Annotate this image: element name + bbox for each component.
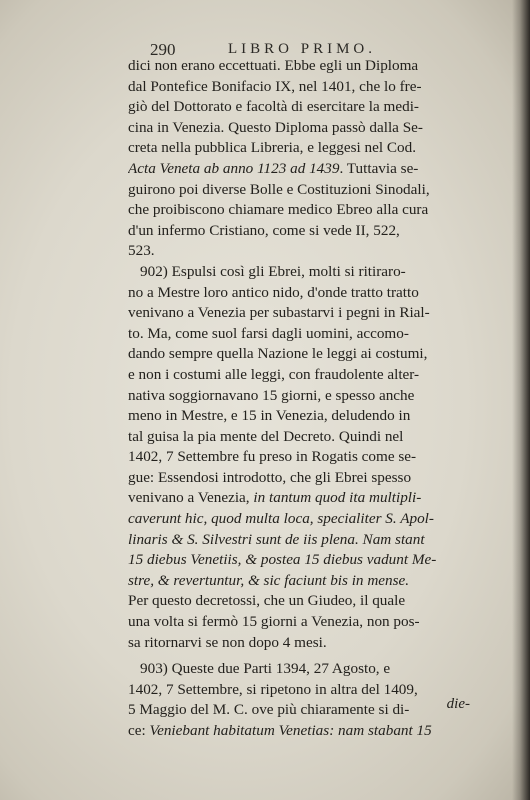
text-segment: venivano a Venezia, xyxy=(128,489,254,507)
text-line xyxy=(128,77,488,98)
text-line xyxy=(128,241,488,262)
text-line xyxy=(128,138,488,159)
text-segment: una volta si fermò 15 giorni a Venezia, non pos- xyxy=(128,613,420,631)
text-segment: to. Ma, come suol farsi dagli uomini, accomo- xyxy=(128,324,409,342)
text-line xyxy=(128,324,488,345)
text-line xyxy=(128,262,488,283)
text-segment: guirono poi diverse Bolle e Costituzioni Sinodali, xyxy=(128,180,430,198)
text-segment: . Tuttavia se- xyxy=(339,159,419,177)
text-segment: 523. xyxy=(128,242,155,260)
text-segment: 902) Espulsi così gli Ebrei, molti si ritiraro- xyxy=(140,262,406,280)
text-segment: 1402, 7 Settembre, si ripetono in altra del 1409, xyxy=(128,680,418,698)
text-segment: che proibiscono chiamare medico Ebreo alla cura xyxy=(128,201,429,219)
text-segment: gue: Essendosi introdotto, che gli Ebrei spesso xyxy=(128,468,412,486)
text-segment: dal Pontefice Bonifacio IX, nel 1401, che lo fre- xyxy=(128,77,422,95)
text-line xyxy=(128,118,488,139)
text-line xyxy=(128,180,488,201)
italic-text-segment: Acta Veneta ab anno 1123 ad 1439 xyxy=(128,159,340,177)
text-segment: 903) Queste due Parti 1394, 27 Agosto, e xyxy=(140,660,391,678)
text-line xyxy=(128,721,488,742)
text-line xyxy=(128,283,488,304)
text-line xyxy=(128,591,488,612)
italic-text-segment: 15 diebus Venetiis, & postea 15 diebus vadunt Me- xyxy=(128,551,437,569)
text-line xyxy=(128,468,488,489)
text-line xyxy=(128,344,488,365)
text-line xyxy=(128,488,488,509)
page-gutter-shadow xyxy=(512,0,530,800)
text-line xyxy=(128,56,488,77)
text-segment: tal guisa la pia mente del Decreto. Quindi nel xyxy=(128,427,404,445)
text-line xyxy=(128,447,488,468)
text-segment: 1402, 7 Settembre fu preso in Rogatis come se- xyxy=(128,448,417,466)
text-line xyxy=(128,571,488,592)
italic-text-segment: stre, & revertuntur, & sic faciunt bis in mense. xyxy=(128,571,410,589)
text-line xyxy=(128,221,488,242)
text-segment: Per questo decretossi, che un Giudeo, il quale xyxy=(128,592,406,610)
text-segment: no a Mestre loro antico nido, d'onde tratto tratto xyxy=(128,283,419,301)
text-line xyxy=(128,200,488,221)
text-segment: d'un infermo Cristiano, come si vede II, 522, xyxy=(128,221,400,239)
text-line xyxy=(128,509,488,530)
text-segment: venivano a Venezia per subastarvi i pegni in Rial- xyxy=(128,304,430,322)
text-line xyxy=(128,386,488,407)
text-segment: dando sempre quella Nazione le leggi ai costumi, xyxy=(128,345,428,363)
body-text xyxy=(128,56,488,742)
text-segment: nativa soggiornavano 15 giorni, e spesso anche xyxy=(128,386,415,404)
italic-text-segment: Veniebant habitatum Venetias: nam stabant 15 xyxy=(149,722,432,739)
text-line xyxy=(128,159,488,180)
text-line xyxy=(128,530,488,551)
italic-text-segment: caverunt hic, quod multa loca, specialiter S. Apol- xyxy=(128,510,434,528)
text-line xyxy=(128,365,488,386)
text-segment: dici non erano eccettuati. Ebbe egli un Diploma xyxy=(128,57,419,74)
text-line xyxy=(128,659,488,680)
text-line xyxy=(128,303,488,324)
page-number: 290 xyxy=(150,40,176,59)
catchword: die- xyxy=(446,696,470,712)
text-line xyxy=(128,612,488,633)
text-segment: meno in Mestre, e 15 in Venezia, deludendo in xyxy=(128,407,411,425)
text-line xyxy=(128,633,488,654)
text-segment: sa ritornarvi se non dopo 4 mesi. xyxy=(128,633,327,651)
text-line xyxy=(128,427,488,448)
text-segment: 5 Maggio del M. C. ove più chiaramente si di- xyxy=(128,701,410,719)
text-segment: cina in Venezia. Questo Diploma passò dalla Se- xyxy=(128,118,423,136)
text-line xyxy=(128,97,488,118)
text-line xyxy=(128,550,488,571)
text-segment: e non i costumi alle leggi, con fraudolente alter- xyxy=(128,365,420,383)
text-segment: giò del Dottorato e facoltà di esercitare la medi- xyxy=(128,98,419,116)
text-segment: ce: xyxy=(128,722,150,739)
italic-text-segment: in tantum quod ita multipli- xyxy=(253,489,422,507)
text-line xyxy=(128,406,488,427)
italic-text-segment: linaris & S. Silvestri sunt de iis plena. Nam stant xyxy=(128,530,425,548)
running-head: LIBRO PRIMO. xyxy=(228,41,377,57)
text-segment: creta nella pubblica Libreria, e leggesi nel Cod. xyxy=(128,139,417,157)
